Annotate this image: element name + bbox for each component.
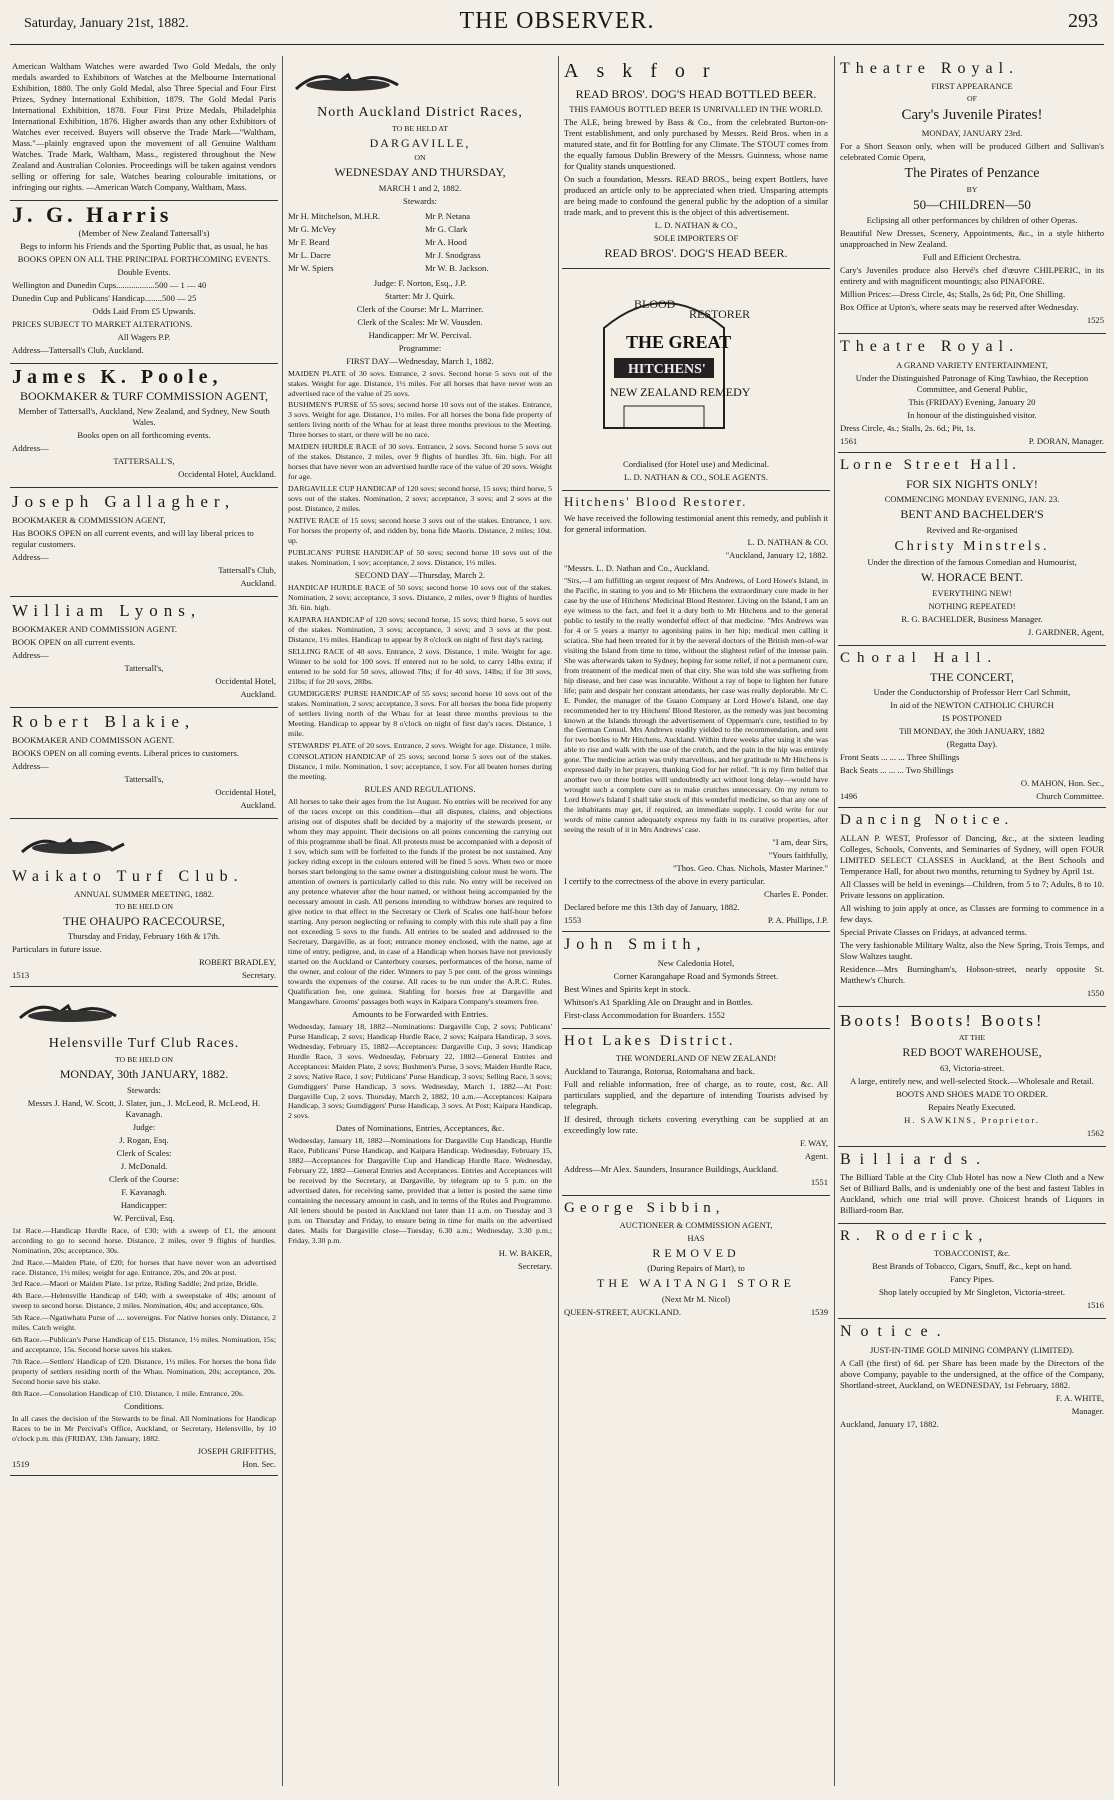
ad-line: J. McDonald. (120, 1160, 168, 1171)
ad-line: Front Seats ... ... ... Three Shillings (840, 752, 960, 763)
ad-line: Clerk of Scales: (116, 1147, 172, 1158)
ad-line: Till MONDAY, the 30th JANUARY, 1882 (899, 726, 1045, 737)
ad-theatre-royal-variety (838, 334, 1106, 452)
ad-line: Tattersall's, (124, 773, 164, 784)
logo-text: NEW ZEALAND REMEDY (610, 385, 751, 400)
ad-text: Residence—Mrs Burningham's, Hobson-street, nearly opposite St. Matthew's Church. (840, 963, 1104, 985)
ad-line: RED BOOT WAREHOUSE, (902, 1045, 1042, 1060)
race-entry: NATIVE RACE of 15 sovs; second horse 3 sovs out of the stakes. Entrance, 1 sov. For horses the property of, and ridden by, bona fide Maoris. Distance, 2 miles; 10st. up. (288, 516, 552, 546)
steward: Mr G. Clark (425, 223, 468, 234)
ad-red-boot-warehouse (838, 1007, 1106, 1147)
ad-line: FOR SIX NIGHTS ONLY! (906, 476, 1038, 491)
ad-line: Under the Distinguished Patronage of King Tawhiao, the Reception Committee, and General Public, (855, 372, 1089, 394)
ad-line: Back Seats ... ... ... Two Shillings (840, 765, 954, 776)
ad-line: RULES AND REGULATIONS. (364, 784, 476, 795)
ad-line: Occidental Hotel, Auckland. (178, 469, 276, 480)
ad-heading: William Lyons, (12, 601, 202, 621)
race-entry: 6th Race.—Publican's Purse Handicap of £15. Distance, 1½ miles. Nomination, 15s; and acceptance, 15s. Second horse saves his stakes. (12, 1335, 276, 1355)
ad-line: O. MAHON, Hon. Sec., (1020, 778, 1104, 789)
ad-line: Under the direction of the famous Comedian and Humourist, (867, 557, 1077, 568)
race-entry: MAIDEN PLATE of 30 sovs. Entrance, 2 sovs. Second horse 5 sovs out of the stakes. Weight for age. Distance, 1½ miles. For all horses that have never won an advertised race of the value of 25 sovs. (288, 368, 552, 398)
ad-line: ROBERT BRADLEY, (199, 957, 276, 968)
ad-line: AUCTIONEER & COMMISSION AGENT, (619, 1219, 773, 1230)
ad-line: EVERYTHING NEW! (932, 587, 1012, 598)
ad-line: SOLE IMPORTERS OF (653, 232, 739, 243)
ad-line: NOTHING REPEATED! (928, 600, 1016, 611)
race-entry: BUSHMEN'S PURSE of 55 sovs; second horse 10 sovs out of the stakes. Entrance, 3 sovs. Weight for age. Distance, 1½ miles. For all horses the bona fide property of settlers living north of the Whau for at least three months previous to the Meeting. Three horses to start, or there will be no race. (288, 400, 552, 440)
ad-heading: Robert Blakie, (12, 711, 196, 731)
ad-line: H. W. BAKER, (498, 1248, 552, 1259)
ad-line: Auckland, January 17, 1882. (840, 1418, 939, 1429)
ad-line: "Thos. Geo. Chas. Nichols, Master Mariner." (673, 863, 828, 874)
ad-line: IS POSTPONED (942, 713, 1002, 724)
ad-line: Stewards: (403, 195, 437, 206)
masthead-title: THE OBSERVER. (459, 8, 655, 34)
ad-line: Handicapper: Mr W. Percival. (368, 329, 472, 340)
ad-waltham-watches (10, 56, 278, 201)
ad-line: Declared before me this 13th day of January, 1882. (564, 902, 740, 913)
ad-line: W. Perciival, Esq. (113, 1212, 175, 1223)
ad-line: BOOKMAKER AND COMMISSON AGENT. (12, 734, 175, 745)
ad-line: The Pirates of Penzance (904, 165, 1040, 181)
ad-number: 1561 (840, 435, 858, 446)
column-rule (282, 56, 283, 1786)
ad-line: TATTERSALL'S, (113, 456, 175, 467)
race-entry: MAIDEN HURDLE RACE of 30 sovs. Entrance, 2 sovs. Second horse 5 sovs out of the stakes. Distance, 2 miles, over 9 flights of hurdles 3ft. 6in. high. For all horses that have never won an advertised hurdle race of the value of 20 sovs. Weight for age. (288, 442, 552, 482)
race-entry: 7th Race.—Settlers' Handicap of £20. Distance, 1½ miles. For horses the bona fide property of settlers residing north of the Whau. Nomination, 20s; acceptance, 20s. Second horse save his stake. (12, 1357, 276, 1387)
ad-line: F. Kavanagh. (121, 1186, 167, 1197)
ad-heading: John Smith, (564, 936, 707, 954)
ad-line: REMOVED (652, 1245, 740, 1260)
ad-line: Starter: Mr J. Quirk. (385, 290, 455, 301)
logo-text: RESTORER (689, 307, 751, 322)
ad-line: H. SAWKINS, Proprietor. (904, 1114, 1040, 1125)
ad-line: Under the Conductorship of Professor Herr Carl Schmitt, (873, 687, 1071, 698)
ad-line: JUST-IN-TIME GOLD MINING COMPANY (LIMITED). (869, 1344, 1075, 1355)
ad-line: Fancy Pipes. (950, 1274, 994, 1285)
ad-line: L. D. NATHAN & CO. (747, 536, 828, 547)
ad-line: Books open on all forthcoming events. (77, 430, 211, 441)
ad-line: J. GARDNER, Agent, (1027, 626, 1104, 637)
ad-line: Agent. (804, 1150, 828, 1161)
racehorse-illustration (12, 994, 132, 1028)
ad-heading: James K. Poole, (12, 366, 223, 388)
ad-line: Programme: (398, 342, 442, 353)
ad-heading: Theatre Royal. (840, 60, 1020, 77)
ad-heading: Askfor (564, 60, 728, 82)
ad-line: Whitson's A1 Sparkling Ale on Draught and in Bottles. (564, 996, 753, 1007)
ad-line: "Auckland, January 12, 1882. (725, 549, 828, 560)
ad-line: A GRAND VARIETY ENTERTAINMENT, (896, 359, 1048, 370)
ad-number: 1551 (810, 1176, 828, 1187)
ad-line: 50—CHILDREN—50 (913, 196, 1031, 212)
ad-line: New Caledonia Hotel, (657, 957, 735, 968)
dates-text: Wednesday, January 18, 1882—Nominations for Dargaville Cup Handicap, Hurdle Race, Publicans' Purse Handicap, and Kaipara Handicap. Wednesday, February 15, 1882—Acceptances for Dargaville Cup and Handicap Hurdle Race. Wednesday, February 22, 1882—General Entries and Acceptances. Entries and Acceptances will be received by the Secretary, at Dargaville, by telegram up to 5 p.m. on the advertised dates, for receiving same, provided that a letter is posted the same time containing the necessary amount in cash, and in terms of the Rules and Programme. All letters should be posted in Auckland not later than 11 a.m. on Tuesday and 3 p.m. on Thursday and Friday, to ensure being in time for mails on the advertised dates. Mails for Dargaville close—Tuesday, 6.30 a.m.; Wednesday, 3.30 p.m.; Friday, 3.30 p.m. (288, 1136, 552, 1246)
ad-line: Address— (12, 760, 49, 771)
ad-heading: Boots! Boots! Boots! (840, 1010, 1045, 1030)
ad-hot-lakes (562, 1029, 830, 1196)
ad-heading: R. Roderick, (840, 1228, 989, 1245)
ad-line: COMMENCING MONDAY EVENING, JAN. 23. (884, 494, 1060, 505)
amounts-text: Wednesday, January 18, 1882—Nominations: Dargaville Cup, 2 sovs; Publicans' Purse Handicap, 2 sovs; Handicap Hurdle Race, 2 sovs; Kaipara Handicap, 3 sovs. Wednesday, February 15, 1882—Acceptances: Dargaville Cup, 3 sovs; Handicap Hurdle Race, 3 sovs. Wednesday, February 22, 1882—General Entries and Acceptances: Maiden Plate, 2 sovs; Bushmen's Purse, 3 sovs; Maiden Hurdle Race, 2 sovs; Native Race, 1 sov; Publicans' Purse Handicap, 3 sovs; Selling Race, 3 sovs; Gumdiggers' Purse Handicap, 3 sovs. Wednesday, March 1, 1882—At Post: Dargaville Cup, 2 sovs. Thursday, March 2, 1882, 10 a.m.—Acceptances: Kaipara Handicap, 3 sovs; Gumdiggers' Purse Handicap, 3 sovs. At Post; Kaipara Handicap, 2 sovs. (288, 1021, 552, 1121)
ad-line: P. DORAN, Manager. (1028, 435, 1104, 446)
ad-hitchens-remedy (562, 269, 830, 491)
ad-heading: Helensville Turf Club Races. (48, 1036, 240, 1052)
steward: Mr W. B. Jackson. (425, 262, 489, 273)
ad-heading: North Auckland District Races, (317, 105, 523, 120)
ad-line: I certify to the correctness of the above in every particular. (564, 876, 766, 887)
steward: Mr A. Hood (425, 236, 467, 247)
race-entry: 1st Race.—Handicap Hurdle Race, of £30; with a sweep of £1, the amount according to go to second horse. Distance, 2 miles, over 9 flights of hurdles. Nomination, 20s; acceptance, 30s. (12, 1225, 276, 1255)
column-rule (558, 56, 559, 1786)
ad-line: Hon. Sec. (242, 1459, 276, 1470)
ad-george-sibbin (562, 1196, 830, 1323)
page-number: 293 (1068, 10, 1098, 32)
ad-line: Amounts to be Forwarded with Entries. (351, 1008, 489, 1019)
ad-text: The very fashionable Military Waltz, also the New Spring, Trois Temps, and Slow Waltzes taught. (840, 939, 1104, 961)
ad-line: ON (414, 153, 426, 163)
ad-lorne-street-hall (838, 453, 1106, 646)
ad-line: Occidental Hotel, (215, 786, 276, 797)
logo-text: THE GREAT (626, 332, 732, 353)
race-entry: PUBLICANS' PURSE HANDICAP of 50 sovs; second horse 10 sovs out of the stakes. Nomination, 1 sov; acceptance, 2 sovs. Distance, 1½ miles. (288, 548, 552, 567)
issue-date: Saturday, January 21st, 1882. (24, 16, 189, 31)
ad-number: 1525 (1086, 315, 1104, 326)
ad-line: Begs to inform his Friends and the Sporting Public that, as usual, he has (20, 241, 268, 251)
ad-line: R. G. BACHELDER, Business Manager. (901, 613, 1043, 624)
ad-line: BOOKMAKER AND COMMISSION AGENT. (12, 623, 178, 634)
ad-line: TOBACCONIST, &c. (933, 1248, 1011, 1259)
ad-line: Dates of Nominations, Entries, Acceptances, &c. (335, 1123, 505, 1134)
ad-line: MONDAY, 30th JANUARY, 1882. (59, 1067, 229, 1082)
steward: Mr W. Spiers (288, 262, 334, 273)
steward: Mr G. McVey (288, 223, 336, 234)
column-1 (10, 56, 278, 1792)
ad-line: Judge: F. Norton, Esq., J.P. (373, 277, 467, 288)
ad-north-auckland-races (286, 56, 554, 1279)
column-4 (838, 56, 1106, 1792)
ad-line: BOOK OPEN on all current events. (12, 636, 136, 647)
ad-text: ALLAN P. WEST, Professor of Dancing, &c., at the sixteen leading Colleges, Schools, Convents, and Seminaries of Sydney, will open FOUR LIMITED SELECT CLASSES in Auckland, at the Best Schools and Temperance Hall, for about two months, returning to Sydney by April 1st. (840, 832, 1104, 876)
ad-text: On such a foundation, Messrs. READ BROS., being expert Bottlers, have produced an article only to be appreciated when tried. Unsparing attempts are being made to confound the general public by the adoption of a similar trade mark, and to prevent this is the object of this advertisement. (564, 173, 828, 217)
race-entry: HANDICAP HURDLE RACE of 50 sovs; second horse 10 sovs out of the stakes. Nomination, 2 sovs; acceptance, 3 sovs. Distance, 2 miles, over 9 flights of hurdles 3ft. 6in. high. (288, 582, 552, 612)
ad-line: Auckland. (240, 799, 276, 810)
racehorse-illustration (288, 63, 408, 97)
ad-line: BOOKMAKER & COMMISSION AGENT, (12, 515, 166, 526)
ad-line: Corner Karangahape Road and Symonds Street. (613, 970, 779, 981)
logo-text: HITCHENS' (628, 362, 706, 378)
ad-line: Tattersall's, (124, 662, 164, 673)
steward: Mr P. Netana (425, 210, 471, 221)
ad-line: Address— (12, 649, 49, 660)
rules-text: All horses to take their ages from the 1st August. No entries will be received for any of the races except on this condition—that all disputes, claims, and objections arising out of disputes shall be decided by a majority of the stewards present, or whom they may appoint. Their decisions on all points concerning the carrying out of this programme shall be final. All protests must be accompanied with a deposit of 1 sov, which sum will be forfeited to the funds if the protest be not sustained. Any jockey riding except in the colours entered will be fined 5 sovs. When two or more horses start belonging to the same owner a distinguishing colour must be worn. The attention of owners is particularly called to this rule. No entry will be received on any pretence whatever after the hour named, or without being accompanied by the necessary amount in cash. All persons intending to withdraw horses are required to give notice to that effect to the Secretary or Clerk of Scales one half-hour before starting. Any person neglecting or refusing to comply with this rule shall pay a fine not exceeding 5 sovs to the funds. All entries to be sealed and addressed to the Secretary, Dargaville, as at foot; entrance money enclosed, with the name, age at time of entry, pedigree, and, in case of a Handicap when horses have not previously started on the Auckland or Canterbury courses, performances of the horse, name of the owner, and colour of the rider. Winners to pay 5 per cent. of the gross winnings towards the expenses of the course. All races to be run under the A.R.C. Rules. Qualification fee, one guinea. Stabling for horses free at Dargaville and Mangawhare. Grooms' passages both ways in Kaipara Company's steamers free. (288, 797, 552, 1006)
ad-line: THE WONDERLAND OF NEW ZEALAND! (615, 1052, 777, 1063)
ad-heading: Notice. (840, 1323, 950, 1341)
steward: Mr L. Dacre (288, 249, 331, 260)
ad-robert-blakie (10, 708, 278, 819)
ad-line: READ BROS'. DOG'S HEAD BEER. (604, 245, 788, 260)
ad-line: DARGAVILLE, (369, 135, 471, 150)
ad-line: Wellington and Dunedin Cups..................500 — 1 — 40 (12, 280, 207, 290)
ad-line: OF (967, 94, 977, 104)
ad-text: A Call (the first) of 6d. per Share has been made by the Directors of the above Company, payable to the undersigned, at the office of the Company, Shortland-street, Auckland, on WEDNESDAY, 1st February, 1882. (840, 1357, 1104, 1390)
race-entry: SELLING RACE of 40 sovs. Entrance, 2 sovs. Distance, 1 mile. Weight for age. Winner to be sold for 100 sovs. If entered not to be sold, to carry 14lbs extra; if entered to be sold for 50 sovs, allowed 7lbs; if for 40 sovs, 14lbs; if for 30 sovs, 21lbs; if for 20 sovs, 28lbs. (288, 646, 552, 686)
race-entry: 5th Race.—Ngatiwhatu Purse of .... sovereigns. For Native horses only. Distance, 2 miles. Catch weight. (12, 1313, 276, 1333)
ad-line: Particulars in future issue. (12, 944, 102, 955)
stewards-list (288, 209, 552, 276)
ad-line: Address— (12, 552, 49, 563)
ad-text: Million Prices:—Dress Circle, 4s; Stalls, 2s 6d; Pit, One Shilling. (840, 289, 1066, 300)
ad-line: In aid of the NEWTON CATHOLIC CHURCH (890, 700, 1054, 711)
ad-line: MARCH 1 and 2, 1882. (378, 182, 462, 193)
ad-heading: Choral Hall. (840, 649, 999, 666)
ad-line: Stewards: (127, 1084, 161, 1095)
ad-line: FIRST DAY—Wednesday, March 1, 1882. (346, 355, 494, 366)
ad-line: Clerk of the Course: Mr L. Marriner. (356, 303, 484, 314)
ad-line: "I am, dear Sirs, (772, 837, 828, 848)
ad-line: Best Wines and Spirits kept in stock. (564, 983, 691, 994)
testimonial-text: "Sirs,—I am fulfilling an urgent request of Mrs Andrews, of Lord Howe's Island, in the Pacific, in stating to you and to Mr Hitchens the extraordinary cure made in her case by the use of Hitchens' Medicinal Blood Restorer. Living on the Island, I am an eye witness to the fact, and feel it a duty both to Mr Hitchens and to the general public to testify to the really wonderful effect of that medicine. "Mrs Andrews was for 4 or 5 years a martyr to agonising pains in her hip; medical men calling it sciatica. She had been treated for it by the several doctors of the British men-of-war visiting the Island from time to time, without the slightest relief of the intense pain. She was afterwards taken to Sydney, hoping for some relief, if not a permanent cure, from treatment of the medical men of that city. She was told she was suffering from hip disease, and her case was incurable. Without a ray of hope to lighten her future life; pain and despair her constant attendants, her case was really deplorable. Mr C. E. Ponder, the manager of the Guano Company at Lord Howe's Island, one day recommended her to try Hitchens' Blood Restorer, as the remedy was just becoming known at the Islands through the advertisement of Opperman's cure, testified to by the German Consul. Mrs Andrews readily yielded to the recommendation, and sent for two bottles to Mr Hitchens, Auckland. Within three weeks after using it she was able to rise and walk with the use of the crutch, and the pain in the hip was entirely gone. The medicine action was truly marvellous, and her gratitude to Mr Hitchens is expressed daily in her prayers, thanking God for her relief. "It is my firm belief that another two or three bottles will undoubtedly act without long delay—would have wrought such a complete cure as to make crutches unnecessary. On my return to Lord Howe's Island I shall take stock of this wonderful medicine, so that any one of the inhabitants may get, if required, an immediate supply. I could write for our words of mine cannot adequately express my faith in its curative properties, after seeing the result of it in Mrs Andrews' case. (564, 575, 828, 835)
ad-line: Conditions. (124, 1401, 164, 1412)
ad-heading: Lorne Street Hall. (840, 456, 1020, 473)
ad-line: 63, Victoria-street. (940, 1062, 1004, 1073)
ad-line: Clerk of the Scales: Mr W. Vousden. (357, 316, 483, 327)
ad-line: TO BE HELD ON (114, 902, 174, 912)
ad-line: First-class Accommodation for Boarders. 1552 (564, 1009, 726, 1020)
page-header (10, 4, 1104, 45)
ad-line: Full and Efficient Orchestra. (922, 252, 1022, 263)
ad-text: The ALE, being brewed by Bass & Co., from the celebrated Burton-on-Trent establishment, and only purchased by Messrs. Reid Bros. when in a matured state, and fit for Bottling for any Climate. The STOUT comes from the equally famous Dublin Brewery of the Messrs. Guinness, whose name for Quality stands unquestioned. (564, 116, 828, 171)
ad-line: AT THE (958, 1033, 986, 1043)
ad-line: Address—Tattersall's Club, Auckland. (12, 345, 144, 355)
ad-number: 1516 (1086, 1300, 1104, 1311)
ad-text: All Classes will be held in evenings—Children, from 5 to 7; Adults, 8 to 10. Private lessons on application. (840, 878, 1104, 900)
ad-line: We have received the following testimonial anent this remedy, and publish it for general information. (564, 512, 828, 534)
ad-line: THIS FAMOUS BOTTLED BEER IS UNRIVALLED IN THE WORLD. (569, 103, 823, 114)
ad-line: This (FRIDAY) Evening, January 20 (908, 396, 1036, 407)
ad-joseph-gallagher (10, 488, 278, 597)
ad-line: TO BE HELD AT (392, 123, 448, 133)
ad-r-roderick (838, 1224, 1106, 1319)
ad-line: J. Rogan, Esq. (119, 1134, 169, 1145)
ad-text: The Billiard Table at the City Club Hotel has now a New Cloth and a New Set of Billiard Balls, and is undeniably one of the best and fastest Tables in Auckland, which one trial will prove. Choicest brands of Liquors in Billiard-room Bar. (840, 1172, 1104, 1216)
ad-line: Dunedin Cup and Publicans' Handicap........500 — 25 (12, 293, 197, 303)
ad-read-bros-beer (562, 56, 830, 269)
ad-line: Secretary. (241, 970, 276, 981)
logo-text: BLOOD (634, 297, 676, 312)
ad-line: F. WAY, (799, 1137, 828, 1148)
ad-line: Tattersall's Club, (218, 565, 276, 576)
ad-line: SECOND DAY—Thursday, March 2. (354, 569, 486, 580)
ad-james-poole (10, 364, 278, 488)
ad-text: For a Short Season only, when will be produced Gilbert and Sullivan's celebrated Comic Opera, (840, 140, 1104, 162)
ad-line: Auckland. (240, 578, 276, 589)
ad-line: P. A. Phillips, J.P. (767, 915, 828, 926)
ad-heading: Waikato Turf Club. (12, 867, 244, 885)
race-entry: KAIPARA HANDICAP of 120 sovs; second horse, 15 sovs; third horse, 5 sovs out of the stakes. Nomination, 3 sovs; acceptance, 3 sovs; and 3 sovs at the post. Distance, 1½ miles. Handicap to appear by 8 o'clock on night of first day's racing. (288, 614, 552, 644)
remedy-logo (564, 278, 764, 448)
ad-line: Auckland. (240, 688, 276, 699)
race-entry: 3rd Race.—Maori or Maiden Plate. 1st prize, Riding Saddle; 2nd prize, Bridle. (12, 1279, 258, 1289)
ad-line: Auckland to Tauranga, Rotorua, Rotomahana and back. (564, 1065, 755, 1076)
race-entry: CONSOLATION HANDICAP of 25 sovs; second horse 5 sovs out of the stakes. Distance, 1 mile. Nomination, 1 sov; acceptance, 1 sov. For all beaten horses during the meeting. (288, 752, 552, 782)
ad-line: In honour of the distinguished visitor. (907, 409, 1037, 420)
ad-line: QUEEN-STREET, AUCKLAND. (564, 1306, 682, 1317)
ad-heading: Billiards. (840, 1150, 990, 1168)
ad-heading: J. G. Harris (12, 202, 173, 227)
ad-number: 1553 (564, 915, 582, 926)
ad-line: Manager. (1071, 1405, 1104, 1416)
ad-line: L. D. NATHAN & CO., SOLE AGENTS. (624, 472, 768, 483)
ad-line: MONDAY, JANUARY 23rd. (921, 127, 1023, 138)
column-2 (286, 56, 554, 1792)
ad-text: If desired, through tickets covering everything can be supplied at an exceedingly low rate. (564, 1113, 828, 1135)
ad-jg-harris (10, 201, 278, 364)
ad-line: Cary's Juvenile Pirates! (901, 107, 1043, 124)
ad-line: THE WAITANGI STORE (597, 1276, 795, 1291)
race-entry: DARGAVILLE CUP HANDICAP of 120 sovs; second horse, 15 sovs; third horse, 5 sovs out of the stakes. Nomination, 2 sovs; acceptance, 3 sovs; and 2 sovs at the post. Distance, 2 miles. (288, 484, 552, 514)
ad-choral-hall (838, 646, 1106, 809)
ad-line: Repairs Neatly Executed. (928, 1101, 1016, 1112)
ad-line: Cordialised (for Hotel use) and Medicinal. (622, 459, 770, 470)
ad-line: TO BE HELD ON (114, 1055, 174, 1065)
ad-heading: Joseph Gallagher, (12, 492, 236, 512)
ad-number: 1550 (1086, 987, 1104, 998)
race-entry: 2nd Race.—Maiden Plate, of £20; for horses that have never won an advertised race. Distance, 1½ miles; weight for age. Entrance, 20s, and 20s at post. (12, 1257, 276, 1277)
column-rule (834, 56, 835, 1786)
racehorse-illustration (12, 826, 132, 860)
ad-line: ANNUAL SUMMER MEETING, 1882. (74, 889, 214, 900)
ad-gold-mining-notice (838, 1319, 1106, 1436)
ad-line: Messrs J. Hand, W. Scott, J. Slater, jun., J. McLeod, R. McLeod, H. Kavanagh. (27, 1097, 261, 1119)
ad-number: 1496 (840, 791, 858, 802)
ad-line: "Yours faithfully, (768, 850, 828, 861)
ad-heading: Theatre Royal. (840, 338, 1020, 356)
ad-line: Address— (12, 443, 49, 454)
race-entry: STEWARDS' PLATE of 20 sovs. Entrance, 2 sovs. Weight for age. Distance, 1 mile. (288, 740, 552, 750)
ad-line: Handicapper: (120, 1199, 168, 1210)
ad-line: Best Brands of Tobacco, Cigars, Snuff, &c., kept on hand. (872, 1261, 1072, 1272)
ad-line: THE CONCERT, (930, 669, 1014, 684)
ad-line: Address—Mr Alex. Saunders, Insurance Buildings, Auckland. (564, 1163, 779, 1174)
ad-waikato-turf-club (10, 819, 278, 988)
ad-line: "Messrs. L. D. Nathan and Co., Auckland. (564, 562, 710, 573)
ad-line: (During Repairs of Mart), to (647, 1263, 745, 1274)
column-3 (562, 56, 830, 1792)
ad-line: Eclipsing all other performances by children of other Operas. (866, 215, 1078, 226)
ad-helensville-races (10, 987, 278, 1476)
race-entry: 8th Race.—Consolation Handicap of £10. Distance, 1 mile. Entrance, 20s. (12, 1389, 244, 1399)
ad-line: BOOKS OPEN on all coming events. Liberal prices to customers. (12, 747, 239, 758)
ad-line: Revived and Re-organised (926, 524, 1018, 535)
ad-line: THE OHAUPO RACECOURSE, (63, 914, 225, 929)
ad-line: A large, entirely new, and well-selected Stock.—Wholesale and Retail. (850, 1075, 1094, 1086)
ad-line: WEDNESDAY AND THURSDAY, (334, 165, 506, 180)
ad-john-smith (562, 932, 830, 1028)
ad-heading: George Sibbin, (564, 1199, 725, 1216)
ad-text: Beautiful New Dresses, Scenery, Appointments, &c., in a style hitherto unapproached in New Zealand. (840, 228, 1104, 250)
ad-dancing-notice (838, 808, 1106, 1006)
ad-line: JOSEPH GRIFFITHS, (197, 1446, 276, 1457)
ad-line: PRICES SUBJECT TO MARKET ALTERATIONS. (12, 319, 193, 329)
ad-line: Dress Circle, 4s.; Stalls, 2s. 6d.; Pit, 1s. (840, 422, 976, 433)
ad-number: 1513 (12, 970, 30, 981)
ad-william-lyons (10, 597, 278, 708)
ad-line: (Next Mr M. Nicol) (661, 1293, 731, 1304)
ad-line: BENT AND BACHELDER'S (900, 507, 1044, 522)
ad-line: F. A. WHITE, (1055, 1392, 1104, 1403)
ad-line: Christy Minstrels. (894, 538, 1050, 554)
ad-line: W. HORACE BENT. (921, 570, 1023, 585)
ad-line: HAS (687, 1232, 705, 1243)
ad-line: Church Committee. (1036, 791, 1104, 802)
ad-line: Double Events. (117, 267, 171, 277)
ad-number: 1539 (810, 1306, 828, 1317)
ad-line: BOOKMAKER & TURF COMMISSION AGENT, (20, 389, 268, 403)
ad-line: Member of Tattersall's, Auckland, New Zealand, and Sydney, New South Wales. (18, 406, 270, 428)
ad-text: American Waltham Watches were awarded Two Gold Medals, the only medals awarded to Exhibitors of Watches at the Melbourne International Exhibition, 1880. The only Gold Medal, also Three Special and Four First Prizes, Sydney International Exhibition, 1879. The Gold Medal Paris International Exhibition, 1878. Four First Prize Medals, Philadelphia International Exhibition, 1876. Higher awards than any other Exhibitors of Watches ever received. Buyers will observe the Trade Mark—"Waltham, Mass."—plainly engraved upon the movement of all Genuine Waltham Watches. Trade Mark, Waltham, Mass., registered throughout the New Zealand and Australian Colonies. Proceedings will be taken against vendors selling or offering for sale, Watches bearing colourable imitations, or infringing our rights. —American Watch Company, Waltham, Mass. (12, 61, 276, 192)
race-entry: 4th Race.—Helensville Handicap of £40; with a sweepstake of 40s; amount of sweep to second horse. Distance, 2 miles. Nomination, 40s; and acceptance, 60s. (12, 1291, 276, 1311)
ad-number: 1519 (12, 1459, 30, 1470)
ad-text: Cary's Juveniles produce also Hervé's chef d'œuvre CHILPERIC, in its entirety and with magnificent mountings; also PINAFORE. (840, 265, 1104, 287)
ad-line: Clerk of the Course: (109, 1173, 179, 1184)
ad-line: READ BROS'. DOG'S HEAD BOTTLED BEER. (575, 86, 817, 101)
ad-text: Special Private Classes on Fridays, at advanced terms. (840, 926, 1027, 937)
ad-hitchens-testimonial (562, 491, 830, 932)
ad-line: Box Office at Upton's, where seats may be reserved after Wednesday. (840, 302, 1079, 313)
ad-heading: Dancing Notice. (840, 812, 1014, 829)
ad-text: Full and reliable information, free of charge, as to route, cost, &c. All particulars supplied, and the departure of intending Tourists advised by telegraph. (564, 1078, 828, 1111)
ad-line: Judge: (132, 1121, 156, 1132)
ad-line: BOOTS AND SHOES MADE TO ORDER. (895, 1088, 1048, 1099)
ad-line: FIRST APPEARANCE (931, 81, 1013, 92)
ad-heading: Hitchens' Blood Restorer. (564, 494, 748, 510)
ad-line: BOOKS OPEN ON ALL THE PRINCIPAL FORTHCOMING EVENTS. (17, 254, 271, 264)
ad-line: Occidental Hotel, (215, 675, 276, 686)
ad-line: L. D. NATHAN & CO., (654, 219, 738, 230)
ad-billiards (838, 1147, 1106, 1224)
race-entry: GUMDIGGERS' PURSE HANDICAP of 55 sovs; second horse 10 sovs out of the stakes. Nomination, 2 sovs; acceptance, 3 sovs. For all horses the bona fide property of settlers living north of the Whau for at least three months previous to the Meeting. Handicap to appear by 8 o'clock on night of first day's races. Distance, 1 mile. (288, 688, 552, 738)
ad-line: Odds Laid From £5 Upwards. (92, 306, 196, 316)
ad-line: In all cases the decision of the Stewards to be final. All Nominations for Handicap Races to be in Mr Percival's Office, Auckland, or Secretary, Helensville, by 10 o'clock p.m. this (FRIDAY, 13th January, 1882. (12, 1414, 276, 1444)
ad-line: BY (966, 184, 978, 194)
ad-line: Secretary. (517, 1261, 552, 1272)
ad-line: All Wagers P.P. (117, 332, 171, 342)
ad-theatre-royal-pirates (838, 56, 1106, 334)
ad-line: Charles E. Ponder. (764, 889, 828, 900)
ad-line: Thursday and Friday, February 16th & 17th. (67, 931, 221, 942)
steward: Mr J. Snodgrass (425, 249, 481, 260)
ad-line: (Regatta Day). (946, 739, 998, 750)
ad-number: 1562 (1086, 1127, 1104, 1138)
ad-line: (Member of New Zealand Tattersall's) (78, 228, 210, 238)
ad-text: All wishing to join apply at once, as Classes are forming to commence in a few days. (840, 902, 1104, 924)
ad-line: Shop lately occupied by Mr Singleton, Victoria-street. (879, 1287, 1065, 1298)
ad-heading: Hot Lakes District. (564, 1032, 736, 1049)
ad-line: Has BOOKS OPEN on all current events, and will lay liberal prices to regular customers. (12, 528, 254, 550)
steward: Mr F. Beard (288, 236, 330, 247)
steward: Mr H. Mitchelson, M.H.R. (288, 210, 381, 221)
